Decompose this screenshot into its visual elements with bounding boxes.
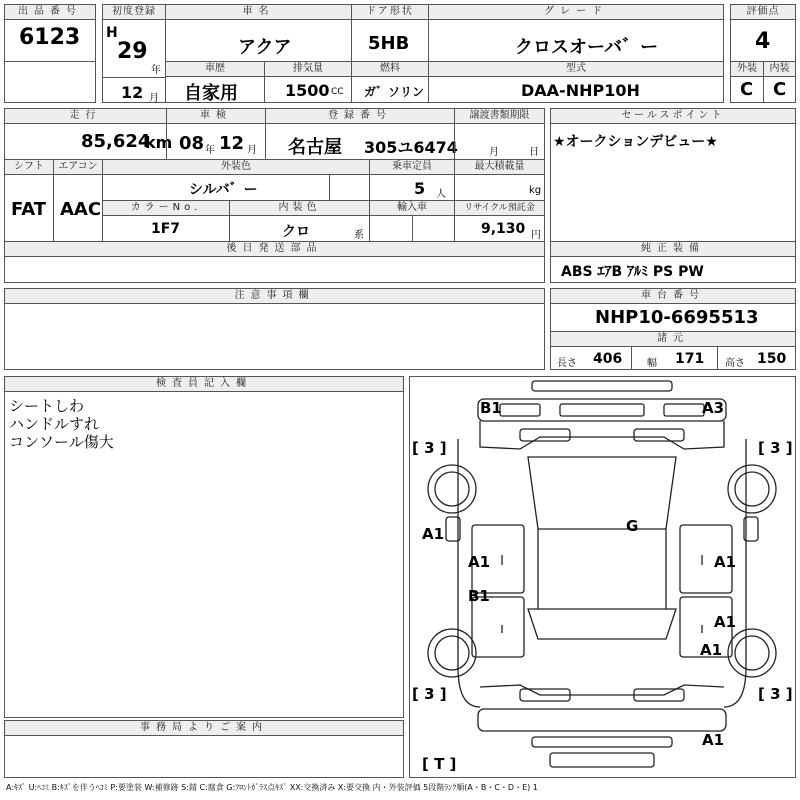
exterior-cell [730, 76, 764, 103]
score-cell [730, 4, 796, 62]
lot-blank [4, 61, 96, 103]
era: H [106, 25, 118, 41]
interior-cell [763, 76, 796, 103]
plate-area: 名古屋 [288, 137, 342, 158]
car-name: アクア [238, 37, 292, 58]
model-cell [428, 76, 724, 103]
later-cell [4, 241, 545, 283]
score-label: 評価点 [731, 5, 795, 20]
inspection-label: 車検 [167, 109, 265, 124]
history-cell [165, 76, 265, 103]
intcolor-cell [229, 215, 370, 242]
intcolor-unit: 系 [354, 230, 364, 241]
mileage-label: 走行 [5, 109, 166, 124]
model: DAA-NHP10H [521, 81, 640, 100]
mark-a3-top: A3 [702, 399, 725, 417]
recycle-cell [454, 215, 545, 242]
reg-year: 29 [117, 39, 148, 64]
door: 5HB [368, 33, 410, 54]
notes-cell [4, 288, 545, 370]
spare-tire-rank: [ T ] [422, 755, 457, 773]
color-label: 外装色 [102, 159, 370, 175]
load-cell [454, 174, 545, 201]
transfer-cell [454, 108, 545, 160]
dims-label: 諸元 [551, 332, 795, 347]
transfer-day: 日 [529, 147, 539, 158]
insp-year: 08 [179, 133, 205, 154]
intcolor-label: 内装色 [229, 200, 370, 216]
door-label: ドア形状 [352, 5, 428, 20]
first-reg-label: 初度登録 [103, 5, 165, 20]
mileage-cell [4, 108, 173, 160]
inspector-line: シートしわ [9, 397, 85, 415]
car-diagram [409, 376, 796, 778]
width: 171 [675, 351, 705, 367]
lot-label: 出品番号 [5, 5, 95, 20]
shift-cell [4, 174, 54, 242]
width-label: 幅 [647, 358, 657, 369]
reg-month: 12 [121, 83, 144, 102]
fuel-cell [351, 76, 429, 103]
displacement-cell [264, 76, 352, 103]
mileage: 85,624 [81, 131, 151, 152]
chassis-label: 車台番号 [551, 289, 795, 304]
mark-a1-door-r2: A1 [714, 613, 737, 631]
color-cell [102, 174, 370, 201]
recycle-label: リサイクル預託金 [454, 200, 545, 216]
chassis-cell [550, 288, 796, 332]
inspection-cell [166, 108, 266, 160]
inspector-line: コンソール傷大 [9, 433, 114, 451]
grade-label: グレード [429, 5, 723, 20]
chassis: NHP10-6695513 [595, 307, 759, 328]
office-label: 事務局よりご案内 [5, 721, 403, 736]
yen-unit: 円 [531, 230, 541, 241]
model-label: 型式 [428, 61, 724, 77]
recycle: 9,130 [481, 221, 526, 237]
capacity-label: 乗車定員 [369, 159, 455, 175]
exterior: C [740, 79, 754, 100]
equipment-cell [550, 241, 796, 283]
capacity-cell [369, 174, 455, 201]
equipment: ABS ｴｱB ｱﾙﾐ PS PW [561, 264, 704, 280]
color: シルバ゛ー [189, 182, 258, 198]
score: 4 [755, 29, 771, 54]
shift: FAT [11, 199, 47, 220]
import-label: 輸入車 [369, 200, 455, 216]
month-unit: 月 [149, 93, 159, 104]
displacement: 1500 [285, 81, 330, 100]
intcolor: クロ [282, 224, 310, 240]
height-label: 高さ [725, 358, 745, 369]
lot-number: 6123 [19, 25, 81, 50]
plate-cell [265, 108, 458, 160]
later-label: 後日発送部品 [5, 242, 544, 257]
history-label: 車歴 [165, 61, 265, 77]
first-reg-cell [102, 4, 166, 103]
capacity: 5 [414, 179, 426, 198]
height: 150 [757, 351, 787, 367]
mark-a1-door-r: A1 [714, 553, 737, 571]
car-outline [410, 377, 795, 777]
ac-cell [53, 174, 103, 242]
ac-label: エアコン [53, 159, 103, 175]
mark-b1-door-l: B1 [468, 587, 490, 605]
ac: AAC [60, 199, 102, 220]
sales-text: ★オークションデビュー★ [553, 134, 718, 150]
mark-g: G [626, 517, 639, 535]
mark-a1-rear: A1 [702, 731, 725, 749]
insp-month-unit: 月 [247, 145, 257, 156]
cc-unit: CC [331, 87, 344, 97]
mark-a1-left: A1 [422, 525, 445, 543]
capacity-unit: 人 [436, 189, 446, 200]
year-unit: 年 [151, 65, 161, 76]
interior: C [773, 79, 787, 100]
displacement-label: 排気量 [264, 61, 352, 77]
car-name-label: 車名 [166, 5, 351, 20]
grade: クロスオーバ゛ー [515, 37, 659, 58]
import-cell [369, 215, 455, 242]
tire-rl-rank: [ 3 ] [412, 685, 447, 703]
legend-footer: A:ｷｽﾞ U:ﾍｺﾐ B:ｷｽﾞを伴うﾍｺﾐ P:要塗装 W:補修跡 S:錆 C:腐食 G:ﾌﾛﾝﾄｶﾞﾗｽ点ｷｽﾞ XX:交換済み X:要交換 内・外装評価 5段階ﾗﾝｸ順(A・B・C・D・E) 1 [6, 783, 538, 792]
car-name-cell [165, 4, 352, 62]
lot-cell [4, 4, 96, 62]
mark-a1-door-l: A1 [468, 553, 491, 571]
mark-b1-top: B1 [480, 399, 502, 417]
sales-label: セールスポイント [551, 109, 795, 124]
interior-label: 内装 [763, 61, 796, 77]
tire-fl-rank: [ 3 ] [412, 439, 447, 457]
insp-month: 12 [219, 133, 245, 154]
equipment-label: 純正装備 [551, 242, 795, 257]
shift-label: シフト [4, 159, 54, 175]
inspector-cell [4, 376, 404, 718]
plate-number: 305ユ6474 [364, 138, 458, 157]
history: 自家用 [184, 83, 238, 104]
fuel-label: 燃料 [351, 61, 429, 77]
km-unit: km [145, 133, 173, 152]
transfer-label: 譲渡書類期限 [455, 109, 544, 124]
exterior-label: 外装 [730, 61, 764, 77]
colorno-cell [102, 215, 230, 242]
sales-cell [550, 108, 796, 242]
notes-label: 注意事項欄 [5, 289, 544, 304]
length-label: 長さ [557, 358, 577, 369]
inspector-line: ハンドルすれ [9, 415, 100, 433]
mark-a1-right: A1 [700, 641, 723, 659]
inspector-label: 検査員記入欄 [5, 377, 403, 392]
colorno: 1F7 [151, 221, 181, 237]
tire-rr-rank: [ 3 ] [758, 685, 793, 703]
load-label: 最大積載量 [454, 159, 545, 175]
load-unit: kg [529, 185, 542, 196]
dims-cell [550, 331, 796, 370]
transfer-month: 月 [489, 147, 499, 158]
grade-cell [428, 4, 724, 62]
plate-label: 登録番号 [266, 109, 454, 124]
colorno-label: カラーNo. [102, 200, 230, 216]
tire-fr-rank: [ 3 ] [758, 439, 793, 457]
door-cell [351, 4, 429, 62]
insp-year-unit: 年 [205, 145, 215, 156]
length: 406 [593, 351, 623, 367]
fuel: ガ゛ソリン [364, 85, 425, 99]
office-cell [4, 720, 404, 778]
